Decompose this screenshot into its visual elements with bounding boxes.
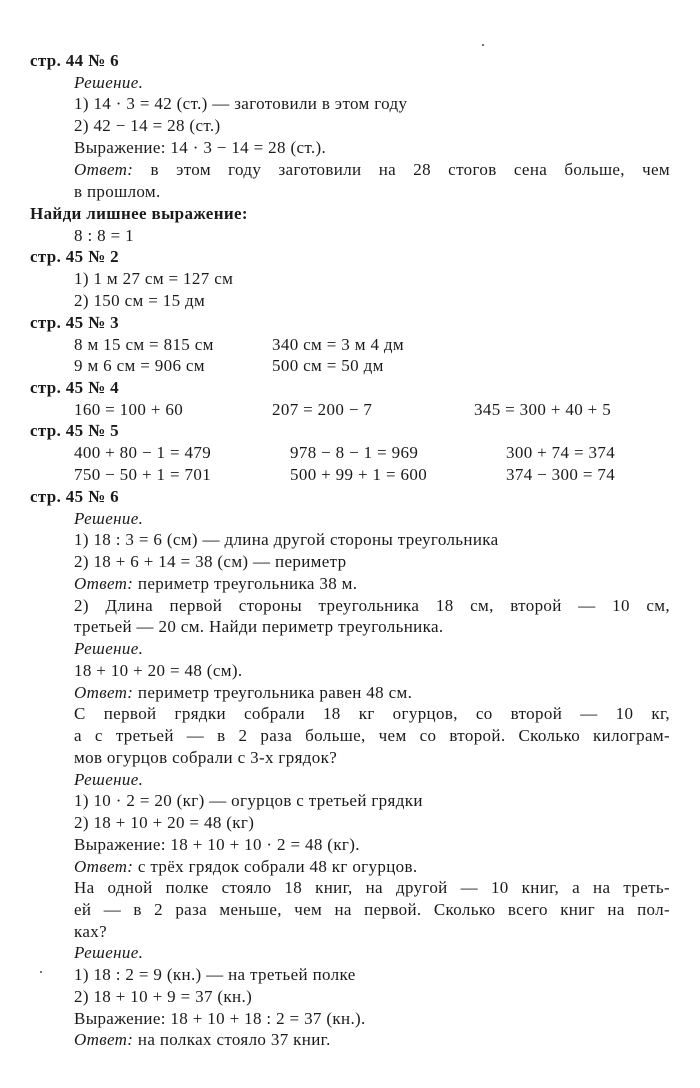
problem-line: 2) Длина первой стороны треугольника 18 см, второй — 10 см, (74, 596, 670, 615)
problem-line: мов огурцов собрали с 3-х грядок? (74, 748, 338, 767)
solution-label: Решение. (74, 943, 144, 962)
problem-line: На одной полке стояло 18 книг, на другой — 10 книг, а на треть- (74, 878, 670, 897)
answer-text: с трёх грядок собрали 48 кг огурцов. (133, 857, 418, 876)
answer-line (74, 682, 412, 703)
table-cell: 8 м 15 см = 815 см (74, 335, 214, 354)
table-cell: 300 + 74 = 374 (506, 443, 616, 462)
table-cell: 750 − 50 + 1 = 701 (74, 465, 212, 484)
answer-line (74, 1029, 331, 1050)
expression-line: Выражение: 14 · 3 − 14 = 28 (ст.). (74, 138, 327, 157)
scan-speck (482, 44, 484, 46)
solution-line: 1) 1 м 27 см = 127 см (74, 269, 234, 288)
answer-label: Ответ: (74, 857, 134, 876)
answer-label: Ответ: (74, 574, 134, 593)
section-header: стр. 45 № 5 (30, 421, 119, 440)
table-cell: 978 − 8 − 1 = 969 (290, 443, 419, 462)
table-cell: 345 = 300 + 40 + 5 (474, 400, 612, 419)
section-header: стр. 45 № 3 (30, 313, 119, 332)
expression-line: Выражение: 18 + 10 + 10 · 2 = 48 (кг). (74, 835, 360, 854)
table-cell: 340 см = 3 м 4 дм (272, 335, 405, 354)
expression-line: Выражение: 18 + 10 + 18 : 2 = 37 (кн.). (74, 1009, 366, 1028)
solution-line: 2) 18 + 10 + 9 = 37 (кн.) (74, 987, 253, 1006)
answer-label: Ответ: (74, 1030, 134, 1049)
section-header: стр. 45 № 2 (30, 247, 119, 266)
answer-line (74, 573, 357, 594)
table-cell: 160 = 100 + 60 (74, 400, 184, 419)
scan-speck (40, 971, 42, 973)
section-header: Найди лишнее выражение: (30, 204, 248, 223)
problem-line: ей — в 2 раза меньше, чем на первой. Сколько всего книг на пол- (74, 900, 670, 919)
answer-text: в этом году заготовили на 28 стогов сена больше, чем (133, 160, 670, 179)
solution-line: 2) 18 + 10 + 20 = 48 (кг) (74, 813, 255, 832)
solution-line: 1) 14 · 3 = 42 (ст.) — заготовили в этом году (74, 94, 408, 113)
answer-line (74, 856, 417, 877)
solution-line: 1) 10 · 2 = 20 (кг) — огурцов с третьей грядки (74, 791, 423, 810)
section-header: стр. 45 № 4 (30, 378, 119, 397)
solution-line: 1) 18 : 3 = 6 (см) — длина другой стороны треугольника (74, 530, 499, 549)
problem-line: С первой грядки собрали 18 кг огурцов, со второй — 10 кг, (74, 704, 670, 723)
answer-label: Ответ: (74, 160, 134, 179)
table-cell: 207 = 200 − 7 (272, 400, 373, 419)
table-cell: 9 м 6 см = 906 см (74, 356, 205, 375)
problem-line: а с третьей — в 2 раза больше, чем со второй. Сколько килограм- (74, 726, 670, 745)
table-cell: 500 + 99 + 1 = 600 (290, 465, 428, 484)
solution-label: Решение. (74, 770, 144, 789)
table-cell: 500 см = 50 дм (272, 356, 384, 375)
solution-label: Решение. (74, 639, 144, 658)
solution-line: 18 + 10 + 20 = 48 (см). (74, 661, 243, 680)
section-header: стр. 44 № 6 (30, 51, 119, 70)
solution-line: 2) 18 + 6 + 14 = 38 (см) — периметр (74, 552, 347, 571)
solution-line: 2) 42 − 14 = 28 (ст.) (74, 116, 221, 135)
answer-text: на полках стояло 37 книг. (133, 1030, 331, 1049)
answer-text: периметр треугольника равен 48 см. (133, 683, 413, 702)
answer-continuation: в прошлом. (74, 182, 161, 201)
answer-line (74, 159, 670, 180)
table-cell: 400 + 80 − 1 = 479 (74, 443, 212, 462)
solution-label: Решение. (74, 73, 144, 92)
problem-line: ках? (74, 922, 107, 941)
answer-label: Ответ: (74, 683, 134, 702)
solution-label: Решение. (74, 509, 144, 528)
solution-line: 2) 150 см = 15 дм (74, 291, 206, 310)
solution-line: 1) 18 : 2 = 9 (кн.) — на третьей полке (74, 965, 356, 984)
section-header: стр. 45 № 6 (30, 487, 119, 506)
table-cell: 374 − 300 = 74 (506, 465, 616, 484)
expression-line: 8 : 8 = 1 (74, 226, 134, 245)
answer-text: периметр треугольника 38 м. (133, 574, 358, 593)
problem-line: третьей — 20 см. Найди периметр треугольника. (74, 617, 444, 636)
